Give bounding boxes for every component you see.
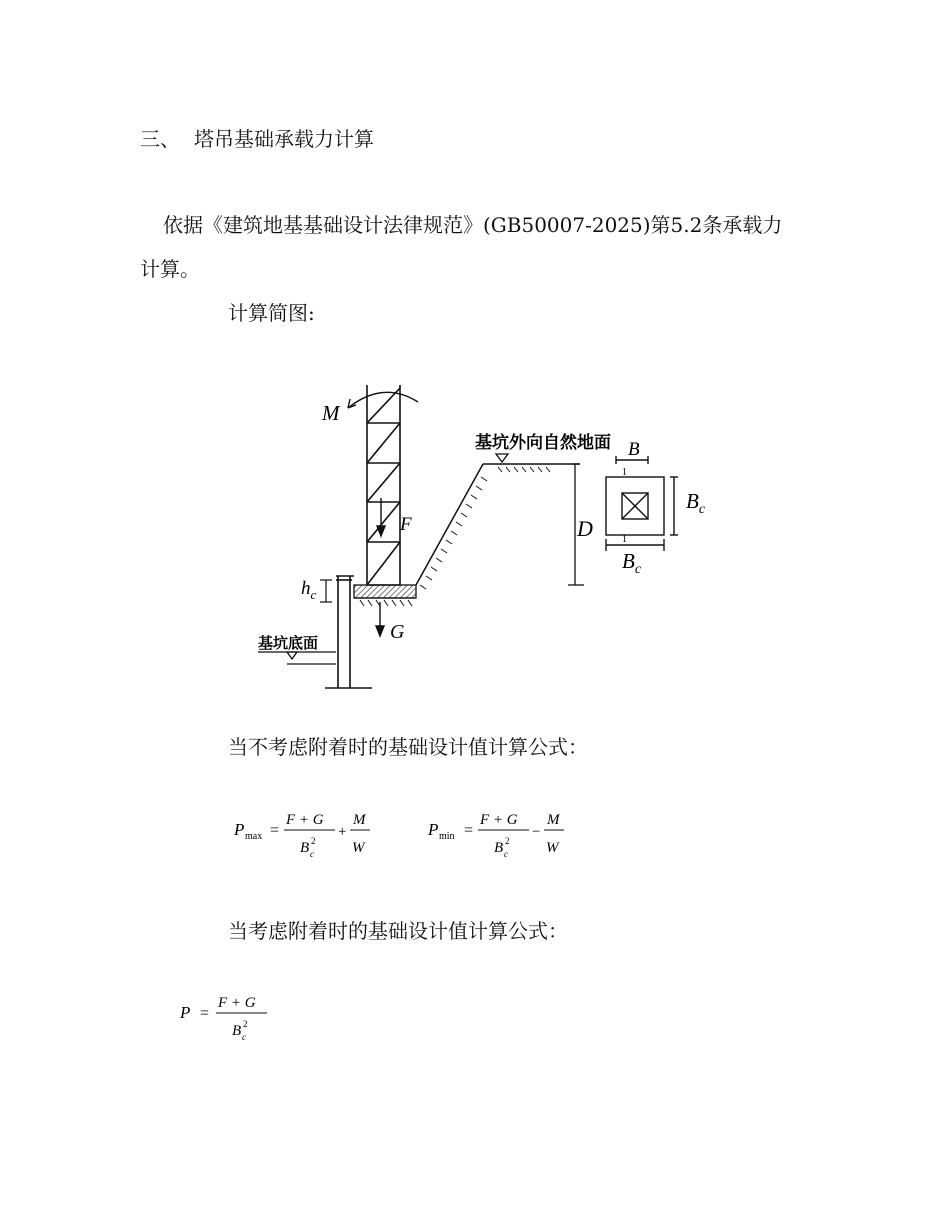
svg-text:=: =	[200, 1005, 210, 1022]
label-pit-bottom: 基坑底面	[258, 636, 319, 652]
formula-pmin-op: −	[532, 824, 541, 840]
hc-dimension	[320, 580, 332, 602]
heading-no-attach: 当不考虑附着时的基础设计值计算公式：	[228, 735, 588, 759]
formula-pmin-num2: M	[547, 812, 560, 828]
formula-pmax-lhs: P	[234, 820, 245, 839]
force-F-arrow	[377, 498, 385, 536]
soil-hatching-base	[360, 600, 412, 606]
label-one-bottom: 1	[622, 534, 627, 545]
label-Bc-side: $B_c$	[686, 489, 706, 517]
tower-mast	[367, 385, 400, 585]
svg-text:c: c	[310, 849, 314, 859]
label-D: D	[577, 516, 593, 541]
formula-pmin	[422, 800, 582, 872]
formula-p-num: F + G	[218, 995, 256, 1011]
formula-pmax-den1: B	[300, 840, 310, 856]
formula-pmax-num2: M	[353, 812, 366, 828]
force-G-arrow	[376, 602, 384, 636]
diagram-heading: 计算简图:	[228, 301, 315, 325]
foundation-plan	[606, 456, 678, 551]
label-one-top: 1	[622, 467, 627, 478]
svg-text:2: 2	[311, 836, 316, 846]
excavation-slope	[416, 464, 580, 585]
formula-pmin-den2: W	[546, 840, 559, 856]
label-M: M	[322, 401, 340, 425]
svg-text:c: c	[504, 849, 508, 859]
formula-p-lhs: P	[180, 1003, 191, 1022]
formula-pmax-den2: W	[352, 840, 365, 856]
section-title: 塔吊基础承载力计算	[194, 127, 374, 151]
basis-line-2: 计算。	[140, 257, 200, 281]
formula-pmin-num1: F + G	[480, 812, 518, 828]
formula-pmin-lhs: P	[428, 820, 439, 839]
label-B: B	[628, 439, 640, 460]
calculation-diagram	[250, 380, 730, 695]
label-Bc-bottom: $B_c$	[622, 549, 642, 577]
svg-text:2: 2	[505, 836, 510, 846]
formula-pmin-den1: B	[494, 840, 504, 856]
label-hc: $h_c$	[301, 578, 317, 602]
section-heading	[140, 129, 374, 149]
label-natural-ground: 基坑外向自然地面	[475, 433, 611, 452]
section-number: 三、	[140, 127, 180, 151]
svg-text:2: 2	[243, 1019, 248, 1029]
slope-hatching	[420, 467, 550, 589]
formula-pmax	[228, 800, 388, 872]
svg-text:=: =	[464, 822, 474, 839]
basis-line-1: 依据《建筑地基基础设计法律规范》(GB50007-2025)第5.2条承载力	[163, 213, 783, 237]
foundation-block	[354, 585, 416, 598]
formula-p	[175, 983, 295, 1055]
heading-attach: 当考虑附着时的基础设计值计算公式：	[228, 919, 568, 943]
formula-pmax-num1: F + G	[286, 812, 324, 828]
ground-level-marker	[496, 454, 508, 462]
formula-pmax-sub: max	[245, 831, 263, 842]
label-G: G	[390, 621, 405, 643]
svg-text:c: c	[242, 1032, 246, 1042]
formula-p-den: B	[232, 1023, 242, 1039]
formula-pmin-sub: min	[439, 831, 455, 842]
label-F: F	[400, 514, 412, 535]
svg-text:=: =	[270, 822, 280, 839]
pit-bottom-marker	[258, 652, 336, 664]
formula-pmax-op: +	[338, 824, 347, 840]
